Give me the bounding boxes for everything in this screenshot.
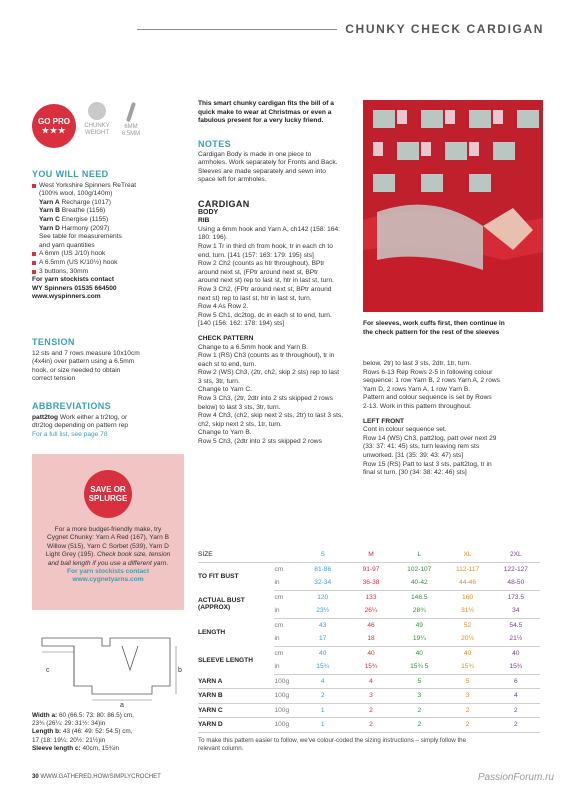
header-rule — [137, 29, 337, 30]
hook-label-1: 6MM — [124, 124, 138, 130]
row-label: YARN D — [198, 718, 274, 733]
splurge-line: Willow (515), Yarn C Sorbet (539), Yarn D — [47, 542, 169, 550]
splurge-italic: Check book size, tension — [97, 551, 171, 559]
abbreviation-entry — [32, 414, 184, 423]
go-pro-badge — [32, 104, 76, 148]
yarn-row: YARN C 100g 1 2 2 2 2 — [198, 703, 540, 718]
unit-in: in — [274, 660, 298, 674]
unit-cm: cm — [274, 649, 284, 657]
table-row: in 23½ 26¼ 28¾ 31½ 34 — [198, 604, 540, 618]
check-line: ch2, skip next 2 sts, 1tr, turn. — [198, 420, 282, 428]
splurge-line: For a more budget-friendly make, try — [54, 526, 162, 533]
yarn-label: Yarn C — [39, 215, 60, 223]
dim-label: Sleeve length c: — [32, 744, 81, 752]
rib-line: next st) rep to last st, htr in last st, turn. — [198, 294, 312, 302]
size-table — [198, 548, 540, 733]
unit-in: in — [274, 632, 298, 646]
badge-line-1: SAVE OR — [90, 485, 126, 494]
yarn-brand: West Yorkshire Spinners ReTreat — [32, 182, 184, 191]
size-m: M — [347, 548, 395, 562]
rib-line: Row 4 As Row 2. — [198, 303, 249, 311]
sleeve-dim — [32, 745, 184, 753]
dim-values: 23¾ (26¼: 29: 31½: 34)in — [32, 720, 106, 728]
abbreviations-heading: ABBREVIATIONS — [32, 401, 112, 411]
intro-text — [198, 100, 356, 126]
check-line: 3 sts, 3tr, turn. — [198, 377, 240, 385]
abbreviation-def: Work either a tr2tog, or — [58, 413, 128, 421]
pattern-line: sequence: 1 row Yarn B, 2 rows Yarn A, 2 rows — [363, 377, 500, 385]
intro-line: quick make to wear at Christmas or even a — [198, 108, 332, 116]
size-s: S — [299, 548, 347, 562]
splurge-line-mixed — [38, 551, 178, 559]
yarn-label: Yarn B — [39, 207, 60, 215]
check-line: Change to Yarn C. — [198, 386, 253, 394]
hook-size-icon — [116, 102, 146, 138]
yarn-name: Harmony (2097) — [61, 224, 110, 232]
splurge-line: Cygnet Chunky: Yarn A Red (167), Yarn B — [47, 534, 169, 542]
table-row: LENGTH cm 43 46 49 52 54.5 — [198, 618, 540, 632]
row-label: TO FIT BUST — [198, 572, 239, 580]
label-b: b — [178, 667, 182, 674]
yarn-row: YARN A 100g 4 4 5 5 6 — [198, 674, 540, 689]
size-l: L — [395, 548, 443, 562]
sleeve-photo — [363, 100, 543, 312]
rib-line: around next st) rep to last st, htr in last st, turn. — [198, 277, 334, 285]
check-line: Row 4 Ch3, (ch2, skip next 2 sts, 2tr) to last 3 sts, — [198, 412, 344, 420]
tension-line: correct tension — [32, 375, 76, 383]
left-front-line: Row 15 (RS) Patt to last 3 sts, patt2tog, tr in — [363, 460, 492, 468]
rib-line: Row 1 Tr in third ch from hook, tr in each ch to — [198, 242, 333, 250]
row-label: YARN C — [198, 703, 274, 718]
dim-values: 40cm, 15¾in — [82, 744, 120, 752]
pattern-line: below, 2tr) to last 3 sts, 2dtr, 1tr, turn. — [363, 360, 472, 367]
unit-in: in — [274, 604, 298, 618]
notes-heading: NOTES — [198, 139, 232, 149]
page-title: CHUNKY CHECK CARDIGAN — [345, 22, 544, 36]
rib-line: Row 2 Ch2 (counts as htr throughout), BPtr — [198, 260, 325, 268]
table-footnote: To make this pattern easier to follow, we've colour-coded the sizing instructions – simply follow the relevant column. — [198, 737, 467, 752]
unit-cm: cm — [274, 565, 284, 573]
unit-cm: cm — [274, 621, 284, 629]
yarn-label: Yarn A — [39, 198, 60, 206]
dim-values: 17 (18: 19¼: 20½: 21½)in — [32, 736, 106, 744]
check-line: Row 1 (RS) Ch3 (counts as tr throughout), tr in — [198, 352, 335, 360]
caption-line: For sleeves, work cuffs first, then continue in — [363, 320, 505, 327]
rib-line: [140 (156: 162: 178: 194) sts] — [198, 320, 285, 328]
table-row: in 15¾ 15¾ 15¾ 5 15¾ 15¾ — [198, 660, 540, 674]
rib-line: end, turn. [141 (157: 163: 179: 195) sts] — [198, 251, 314, 259]
row-label: LENGTH — [198, 628, 226, 636]
you-will-need-section — [32, 170, 184, 302]
notes-section — [198, 140, 356, 185]
splurge-line: Light Grey (195). — [45, 551, 96, 559]
yarn-name: Recharge (1017) — [61, 198, 111, 206]
table-row: TO FIT BUST cm 81-86 91-97 102-107 112-117 122-127 — [198, 562, 540, 576]
tension-line: 12 sts and 7 rows measure 10x10cm — [32, 349, 140, 357]
abbreviation-def-cont: dtr2tog depending on pattern rep — [32, 422, 129, 430]
intro-line: This smart chunky cardigan fits the bill of a — [198, 100, 334, 107]
check-line: below) to last 3 sts, 3tr, turn. — [198, 403, 281, 411]
weight-label-1: CHUNKY — [84, 123, 110, 129]
check-line: Row 3 Ch3, (2tr, 2dtr into 2 sts skipped 2 rows — [198, 395, 333, 403]
length-dim — [32, 728, 184, 736]
notes-line: Cardigan Body is made in one piece to — [198, 150, 312, 158]
table-note: See table for measurements — [39, 233, 122, 241]
yarn-name: Energise (1155) — [61, 215, 109, 223]
skill-icons — [30, 98, 170, 160]
unit-in: in — [274, 576, 298, 590]
yarn-detail: (100% wool, 100g/140m) — [39, 190, 113, 198]
watermark: PassionForum.ru — [477, 772, 554, 783]
check-line: Change to a 6.5mm hook and Yarn B. — [198, 343, 309, 351]
page-number: 30 — [32, 774, 39, 780]
row-label: YARN A — [198, 674, 274, 689]
page-header — [137, 22, 544, 36]
right-column-text — [363, 360, 539, 478]
yarn-d — [32, 225, 184, 234]
save-or-splurge-text — [38, 526, 178, 585]
notes-line: space left for armholes. — [198, 176, 267, 184]
yarn-ball-icon — [88, 102, 106, 120]
splurge-italic: and ball length if you use a different yarn. — [47, 559, 169, 567]
yarn-label: Yarn D — [39, 224, 60, 232]
hook-item: A 6mm (US J/10) hook — [32, 250, 184, 259]
left-front-line: unworked. [31 (35: 39: 43: 47) sts] — [363, 451, 464, 459]
stockists-url[interactable]: www.wyspinners.com — [32, 293, 101, 301]
buttons-item: 3 buttons, 30mm — [32, 268, 184, 277]
table-header-row — [198, 548, 540, 562]
go-pro-label: GO PRO — [37, 117, 70, 126]
pattern-line: Pattern and colour sequence is set by Rows — [363, 394, 492, 402]
abbreviations-section — [32, 402, 184, 439]
left-front-line: final st turn. [30 (34: 38: 42: 46) sts] — [363, 469, 467, 477]
yarn-name: Breathe (1156) — [61, 207, 106, 215]
star-rating: ★★★ — [41, 126, 67, 135]
label-a: a — [120, 702, 124, 708]
photo-caption — [363, 320, 541, 337]
left-front-heading: LEFT FRONT — [363, 417, 405, 425]
stockists-line: For yarn stockists contact — [32, 276, 115, 284]
notes-line: Sleeves are made separately and sewn into — [198, 167, 326, 175]
dim-label: Length b: — [32, 728, 62, 736]
table-row: in 32-34 36-38 40-42 44-46 48-50 — [198, 576, 540, 590]
left-front-line: (33: 37: 41: 45) sts, turn leaving rem sts — [363, 443, 480, 451]
cardigan-section — [198, 200, 356, 447]
dimensions-block — [32, 712, 184, 753]
save-or-splurge-badge — [84, 470, 132, 518]
pattern-line: 2-13. Work in this pattern throughout. — [363, 402, 472, 410]
abbreviation-term: patt2tog — [32, 413, 59, 421]
size-xl: XL — [443, 548, 491, 562]
tension-heading: TENSION — [32, 337, 75, 347]
row-label: SLEEVE LENGTH — [198, 656, 253, 664]
check-pattern-heading: CHECK PATTERN — [198, 334, 254, 342]
sleeve-photo-art — [363, 100, 543, 312]
rib-line: Using a 6mm hook and Yarn A, ch142 (158: 164: — [198, 225, 340, 233]
unit-cm: cm — [274, 593, 284, 601]
row-label: ACTUAL BUST (APPROX) — [198, 597, 245, 611]
check-line: Row 2 (WS) Ch3, (2tr, ch2, skip 2 sts) rep to last — [198, 369, 340, 377]
pattern-line: Rows 6-13 Rep Rows 2-5 in following colour — [363, 368, 493, 376]
splurge-contact: For yarn stockists contact — [66, 568, 150, 576]
table-row: SLEEVE LENGTH cm 40 40 40 40 40 — [198, 646, 540, 660]
hook-item: A 6.5mm (US K/10½) hook — [32, 259, 184, 268]
cardigan-heading: CARDIGAN — [198, 199, 250, 209]
page-folio — [32, 774, 161, 780]
crochet-hook-icon — [126, 102, 136, 122]
splurge-url[interactable]: www.cygnetyarns.com — [72, 576, 144, 584]
rib-line: 180: 196). — [198, 234, 228, 242]
yarn-row: YARN D 100g 1 2 2 2 2 — [198, 718, 540, 733]
save-or-splurge-box — [32, 454, 184, 610]
left-front-line: Row 14 (WS) Ch3, patt2tog, patt over next 29 — [363, 434, 497, 442]
rib-heading: RIB — [198, 217, 210, 225]
hook-label-2: 6.5MM — [121, 131, 141, 137]
intro-line: fabulous present for a very lucky friend. — [198, 117, 324, 125]
width-dim — [32, 712, 184, 720]
dim-values: 60 (66.5: 73: 80: 86.5) cm, — [58, 712, 134, 719]
rib-line: around next st, (FPtr around next st, BPtr — [198, 268, 319, 276]
dim-values: 43 (46: 49: 52: 54.5) cm, — [62, 728, 133, 736]
cardigan-schematic — [32, 626, 184, 708]
yarn-row: YARN B 100g 2 3 3 3 4 — [198, 689, 540, 704]
stockists-phone: WY Spinners 01535 664500 — [32, 284, 117, 292]
rib-line: Row 5 Ch1, dc2tog, dc in each st to end, turn. — [198, 311, 332, 319]
label-c: c — [46, 667, 50, 674]
left-front-line: Cont in colour sequence set. — [363, 426, 447, 434]
badge-line-2: SPLURGE — [88, 494, 128, 503]
yarn-a — [32, 199, 184, 208]
size-2xl: 2XL — [492, 548, 540, 562]
table-note: and yarn quantities — [39, 241, 95, 249]
body-heading: BODY — [198, 208, 219, 216]
tension-line: (4x4in) over pattern using a 6.5mm — [32, 358, 135, 366]
folio-url[interactable]: WWW.GATHERED.HOW/SIMPLYCROCHET — [38, 774, 161, 780]
you-will-need-heading: YOU WILL NEED — [32, 169, 109, 179]
size-header: SIZE — [198, 548, 274, 562]
pattern-line: Yarn D, 2 rows Yarn A, 1 row Yarn B. — [363, 385, 471, 393]
table-row: ACTUAL BUST (APPROX) cm 120 133 146.5 160 173.5 — [198, 590, 540, 604]
weight-label-2: WEIGHT — [85, 130, 109, 136]
check-line: Row 5 Ch3, (2dtr into 2 sts skipped 2 rows — [198, 438, 322, 446]
row-label: YARN B — [198, 689, 274, 704]
check-line: each st to end, turn. — [198, 360, 257, 368]
rib-line: Row 3 Ch2, (FPtr around next st, BPtr around — [198, 285, 332, 293]
table-row: in 17 18 19¼ 20½ 21½ — [198, 632, 540, 646]
neckline — [122, 646, 138, 670]
tension-section — [32, 338, 184, 384]
tension-line: hook, or size needed to obtain — [32, 366, 121, 374]
dim-label: Width a: — [32, 712, 58, 719]
notes-line: armholes. Work separately for Fronts and Back. — [198, 159, 338, 167]
yarn-weight-icon — [82, 102, 112, 137]
cardigan-outline — [42, 638, 170, 694]
yarn-c — [32, 216, 184, 225]
full-list-link[interactable]: For a full list, see page 78 — [32, 430, 108, 438]
caption-line: the check pattern for the rest of the sleeves — [363, 328, 500, 336]
yarn-b — [32, 207, 184, 216]
check-line: Change to Yarn B. — [198, 429, 252, 437]
